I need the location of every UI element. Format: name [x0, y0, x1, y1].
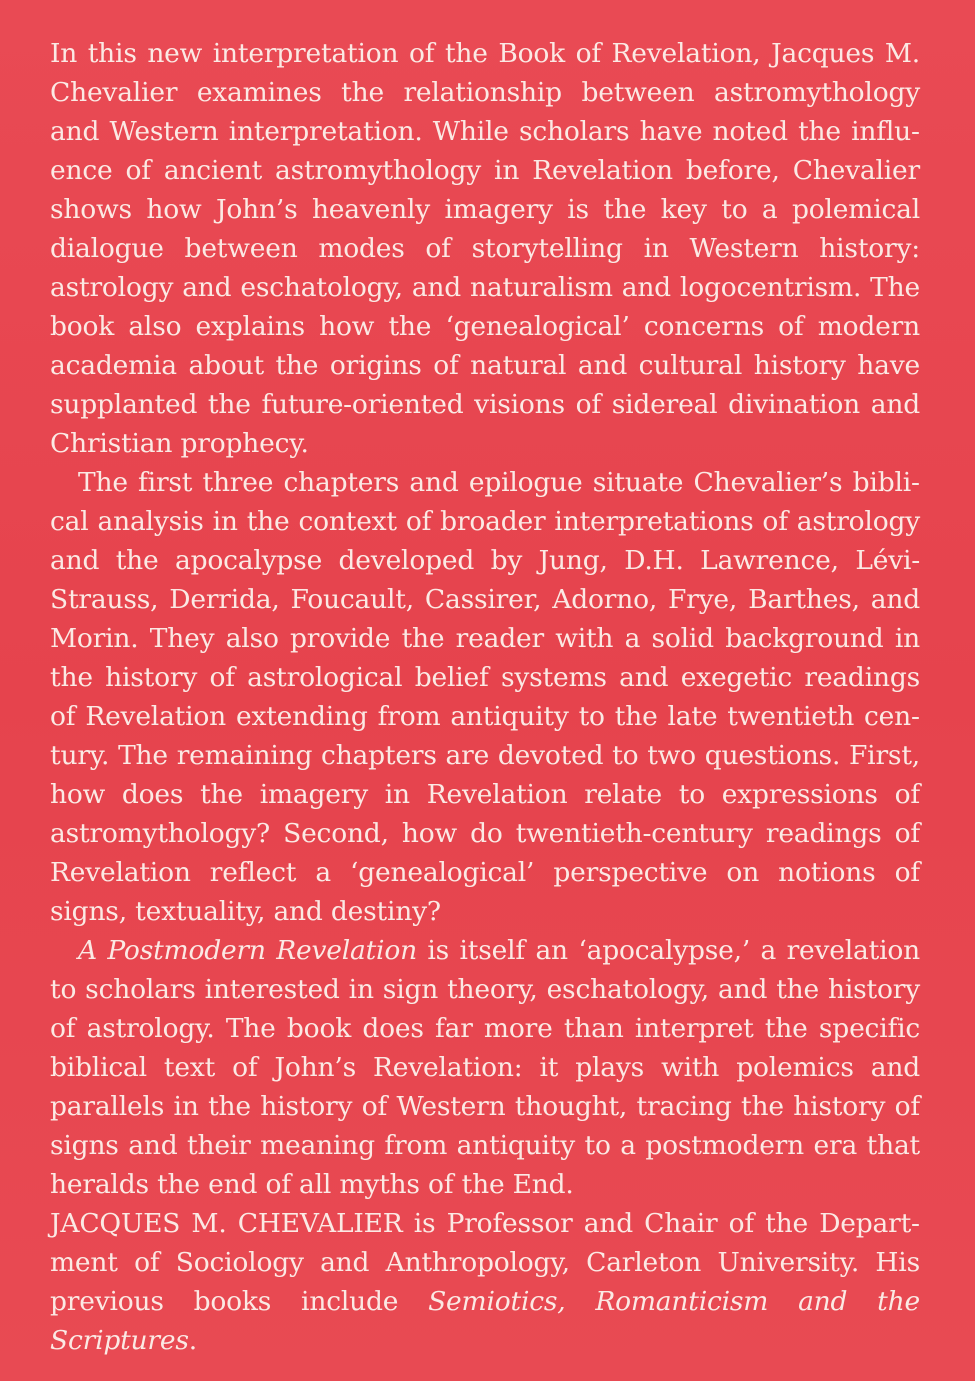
blurb-paragraph-1: In this new interpretation of the Book of Revelation, Jacques M. Chevalier examines the relationship between astromythology and Western interpretation. While scholars have noted the influence of ancient astromythology in Revelation before, Chevalier shows how John’s heavenly imagery is the key to a polemical dialogue between modes of storytelling in Western history: astrology and eschatology, and naturalism and logocentrism. The book also explains how the ‘genealogical’ concerns of modern academia about the origins of natural and cultural history have supplanted the future-oriented visions of sidereal divination and Christian prophecy. [50, 38, 920, 459]
book-title: A Postmodern Revelation [78, 935, 417, 966]
author-bio [50, 1204, 920, 1360]
author-bio-text: JACQUES M. CHEVALIER is Professor and Chair of the Department of Sociology and Anthropology, Carleton University. His previous books include [50, 1208, 920, 1317]
author-bio-end: . [188, 1325, 198, 1356]
previous-book-title: Semiotics, Romanticism and the Scriptures [50, 1286, 920, 1356]
blurb-paragraph-2: The first three chapters and epilogue situate Chevalier’s biblical analysis in the context of broader interpretations of astrology and the apocalypse developed by Jung, D.H. Lawrence, Lévi-Strauss, Derrida, Foucault, Cassirer, Adorno, Frye, Barthes, and Morin. They also provide the reader with a solid background in the history of astrological belief systems and exegetic readings of Revelation extending from antiquity to the late twentieth century. The remaining chapters are devoted to two questions. First, how does the imagery in Revelation relate to expressions of astromythology? Second, how do twentieth-century readings of Revelation reflect a ‘genealogical’ perspective on notions of signs, textuality, and destiny? [50, 467, 920, 927]
blurb-paragraph-3-text: is itself an ‘apocalypse,’ a revelation to scholars interested in sign theory, eschatology, and the history of astrology. The book does far more than interpret the specific biblical text of John’s Revelation: it plays with polemics and parallels in the history of Western thought, tracing the history of signs and their meaning from antiquity to a postmodern era that heralds the end of all myths of the End. [50, 935, 920, 1200]
blurb-paragraph-3 [50, 931, 920, 1204]
blurb-text-block [50, 34, 920, 1360]
